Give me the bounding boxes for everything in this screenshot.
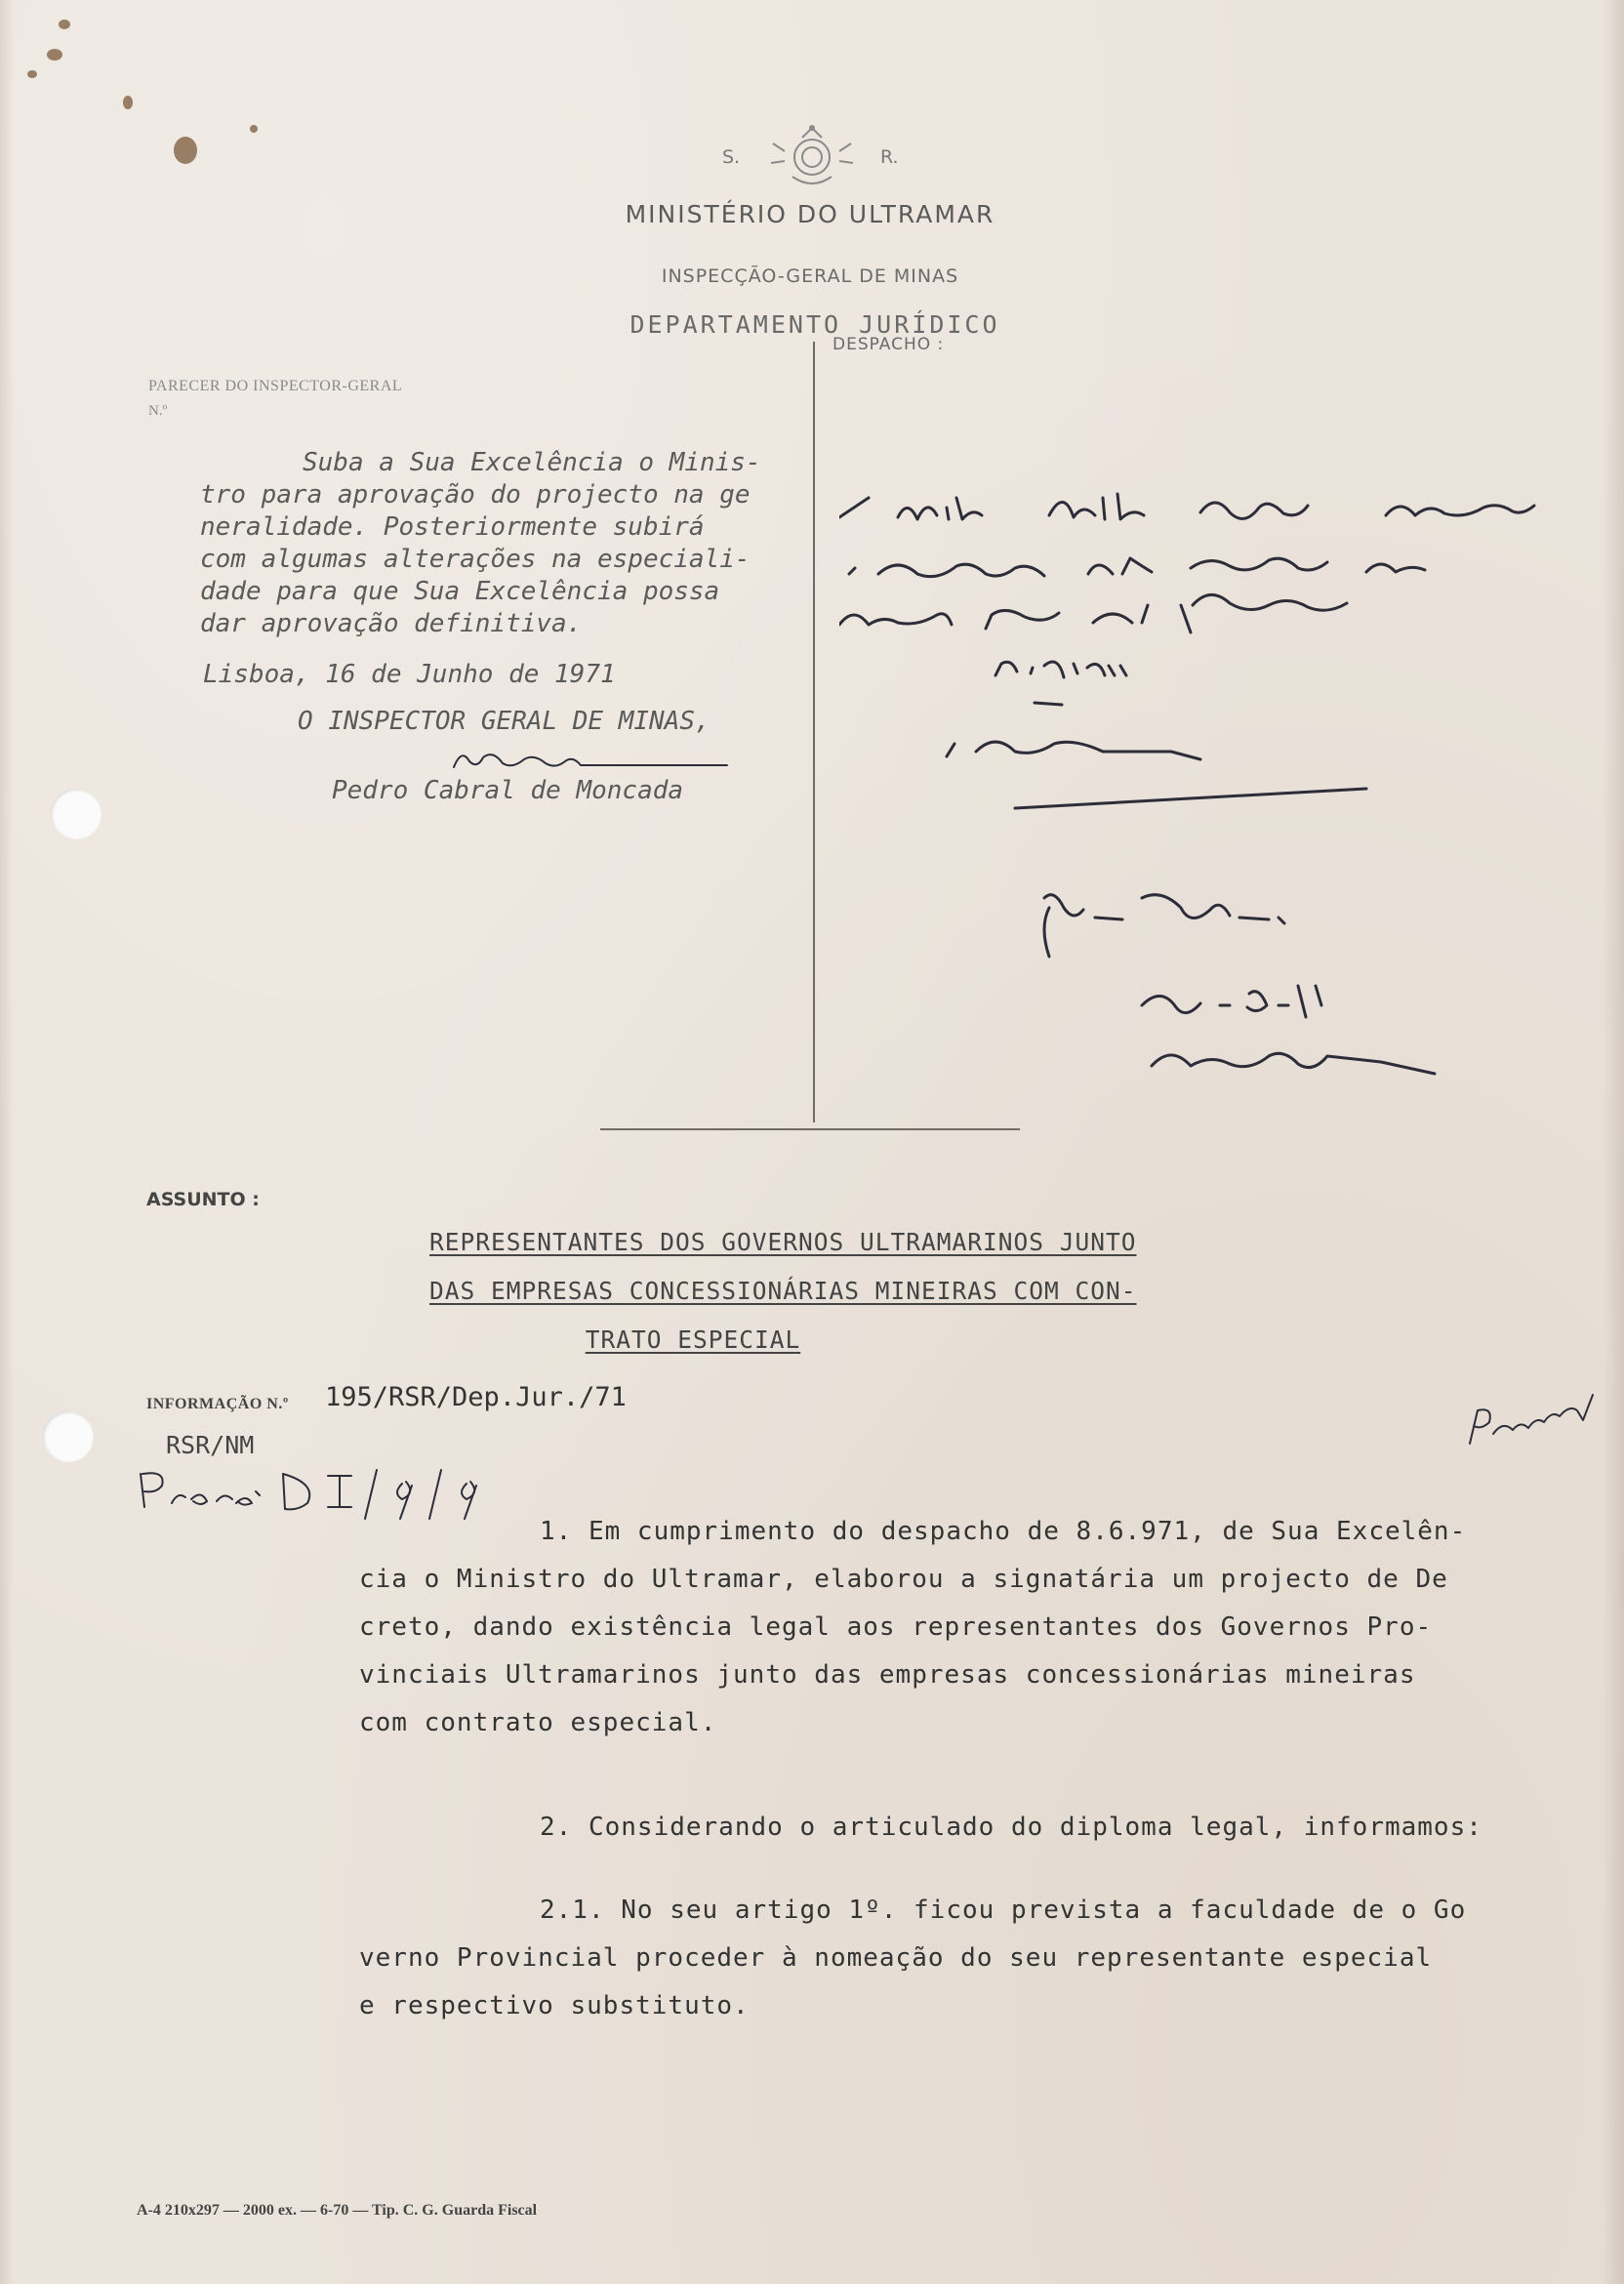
- information-label: INFORMAÇÃO N.º: [146, 1396, 289, 1412]
- inspection-title: INSPECÇÃO-GERAL DE MINAS: [661, 265, 959, 287]
- page-left-edge-shadow: [0, 0, 14, 2284]
- body-line: 1. Em cumprimento do despacho de 8.6.971, de Sua Excelên-: [540, 1517, 1467, 1546]
- paragraph-2: [359, 1804, 1569, 1852]
- column-divider: [813, 342, 815, 1122]
- parecer-line: dade para que Sua Excelência possa: [200, 577, 720, 606]
- signatory-name: Pedro Cabral de Moncada: [332, 776, 684, 805]
- stain-mark: [250, 125, 258, 133]
- paragraph-3: [359, 1887, 1569, 2030]
- subject-line: REPRESENTANTES DOS GOVERNOS ULTRAMARINOS JUNTO: [429, 1228, 1137, 1256]
- handwritten-initials: [1464, 1381, 1601, 1459]
- body-line: vinciais Ultramarinos junto das empresas concessionárias mineiras: [359, 1660, 1416, 1690]
- coat-of-arms-emblem: [763, 122, 861, 195]
- stain-mark: [174, 137, 197, 164]
- parecer-line: dar aprovação definitiva.: [200, 609, 583, 638]
- paragraph-1: [359, 1508, 1569, 1747]
- information-number: 195/RSR/Dep.Jur./71: [325, 1382, 627, 1412]
- stain-mark: [59, 20, 70, 29]
- section-divider: [600, 1128, 1020, 1130]
- place-date: Lisboa, 16 de Junho de 1971: [203, 660, 616, 689]
- page-right-edge-shadow: [1603, 0, 1624, 2284]
- sr-left: S.: [722, 146, 741, 168]
- parecer-line: Suba a Sua Excelência o Minis-: [303, 448, 761, 477]
- body-line: 2. Considerando o articulado do diploma legal, informamos:: [540, 1813, 1482, 1842]
- body-line: 2.1. No seu artigo 1º. ficou prevista a faculdade de o Go: [540, 1896, 1467, 1925]
- information-initials: RSR/NM: [166, 1431, 255, 1459]
- printer-footer: A-4 210x297 — 2000 ex. — 6-70 — Tip. C. G. Guarda Fiscal: [137, 2202, 538, 2219]
- subject-line: TRATO ESPECIAL: [585, 1326, 801, 1354]
- parecer-line: neralidade. Posteriormente subirá: [200, 512, 705, 542]
- despacho-label: DESPACHO :: [832, 335, 945, 354]
- signatory-title: O INSPECTOR GERAL DE MINAS,: [298, 707, 710, 736]
- parecer-number-label: N.º: [148, 403, 168, 419]
- punch-hole: [51, 789, 102, 839]
- subject-label: ASSUNTO :: [146, 1189, 260, 1210]
- parecer-line: tro para aprovação do projecto na ge: [200, 480, 751, 510]
- stain-mark: [123, 96, 133, 109]
- inspector-signature: [444, 740, 737, 779]
- parecer-line: com algumas alterações na especiali-: [200, 545, 751, 574]
- sr-right: R.: [880, 146, 899, 168]
- body-line: cia o Ministro do Ultramar, elaborou a signatária um projecto de De: [359, 1565, 1448, 1594]
- body-line: e respectivo substituto.: [359, 1991, 750, 2020]
- department-title: DEPARTAMENTO JURÍDICO: [629, 310, 1000, 339]
- parecer-header: PARECER DO INSPECTOR-GERAL: [148, 378, 403, 394]
- subject-line: DAS EMPRESAS CONCESSIONÁRIAS MINEIRAS COM CON-: [429, 1277, 1137, 1305]
- parecer-text: [200, 447, 805, 640]
- body-line: creto, dando existência legal aos representantes dos Governos Pro-: [359, 1612, 1433, 1642]
- stain-mark: [47, 49, 62, 61]
- stain-mark: [27, 70, 37, 78]
- subject-block: [429, 1218, 1137, 1365]
- body-line: com contrato especial.: [359, 1708, 717, 1737]
- body-line: verno Provincial proceder à nomeação do seu representante especial: [359, 1943, 1433, 1973]
- ministry-title: MINISTÉRIO DO ULTRAMAR: [625, 200, 995, 228]
- punch-hole: [43, 1411, 94, 1462]
